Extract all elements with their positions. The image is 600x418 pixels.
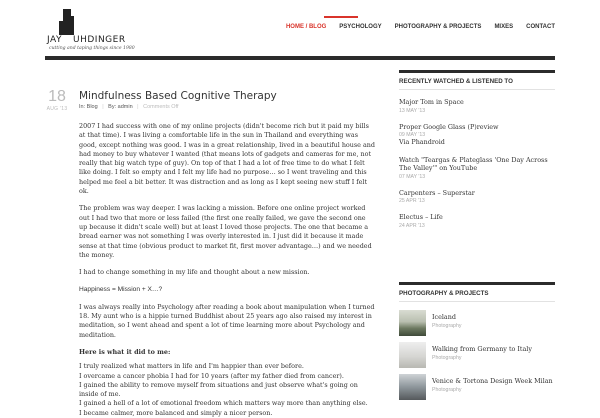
- sidebar-recent: [399, 70, 555, 238]
- comments-status: Comments Off: [143, 104, 179, 110]
- track-link[interactable]: Electus – Life: [399, 213, 443, 221]
- list-item: [399, 98, 555, 114]
- track-link[interactable]: Major Tom in Space: [399, 98, 464, 106]
- list-item: [399, 213, 555, 229]
- track-link[interactable]: Proper Google Glass (P)review: [399, 122, 499, 131]
- nav-item-psychology[interactable]: PSYCHOLOGY: [339, 24, 382, 30]
- post-line: I gained the ability to remove myself from situations and just observe what's going on inside of me.: [79, 380, 358, 399]
- nav-item-mixes[interactable]: MIXES: [494, 24, 514, 30]
- photo-link[interactable]: Walking from Germany to Italy: [432, 345, 532, 353]
- photo-heading: PHOTOGRAPHY & PROJECTS: [399, 290, 489, 297]
- track-date: 07 MAY '13: [399, 173, 426, 180]
- photo-category: Photography: [432, 323, 462, 329]
- nav-item-home-blog[interactable]: HOME / BLOG: [285, 24, 327, 30]
- track-link[interactable]: Carpenters – Superstar: [399, 188, 475, 197]
- photo-thumbnail[interactable]: [399, 342, 426, 368]
- post-paragraph: 2007 I had success with one of my online projects (didn't become rich but it paid my bills at that time). I was living a comfortable life in the sun in Thailand and everything was good, except nothing was good. I was in a great relationship, lived in a beautiful house and had money to buy whatever I wanted (that means lots of gadgets and cameras for me, not really that big watch type of guy). On top of that I had a lot of free time to do what I felt like doing. I felt so empty and I felt my life had no purpose… so I went traveling and this helped me feel a bit better. It was distraction and as long as I kept seeing new stuff I felt ok.: [79, 122, 376, 196]
- list-item: [399, 156, 555, 180]
- list-item: [399, 123, 555, 147]
- logo-mark-icon: [63, 9, 71, 35]
- post-meta: [79, 104, 179, 110]
- post-body: [79, 122, 375, 418]
- list-item[interactable]: [399, 374, 555, 400]
- photo-link[interactable]: Iceland: [432, 313, 456, 321]
- photo-thumbnail[interactable]: [399, 374, 426, 400]
- post-formula: Happiness = Mission + X…?: [79, 286, 163, 294]
- track-date: 13 MAY '13: [399, 107, 426, 114]
- photo-link[interactable]: Venice & Tortona Design Week Milan: [432, 377, 553, 385]
- photo-thumbnail[interactable]: [399, 310, 426, 336]
- track-source: Via Phandroid: [399, 138, 445, 146]
- nav-item-photography-projects[interactable]: PHOTOGRAPHY & PROJECTS: [394, 24, 482, 30]
- track-date: 24 APR '13: [399, 222, 425, 229]
- sidebar-sub-divider: [399, 301, 555, 302]
- author-prefix: By:: [108, 104, 117, 110]
- nav-item-contact[interactable]: CONTACT: [526, 24, 555, 30]
- photo-category: Photography: [432, 355, 462, 361]
- track-link[interactable]: Watch "Teargas & Plateglass 'One Day Across The Valley'" on YouTube: [399, 155, 548, 172]
- photo-category: Photography: [432, 387, 462, 393]
- recent-heading: RECENTLY WATCHED & LISTENED TO: [399, 78, 513, 85]
- sidebar-divider: [399, 70, 555, 73]
- meta-separator: |: [102, 104, 104, 110]
- sidebar-divider: [399, 282, 555, 285]
- logo-tagline: cutting and taping things since 1980: [49, 46, 135, 51]
- category-prefix: In:: [79, 104, 86, 110]
- main-nav: [286, 24, 555, 30]
- category-link[interactable]: Blog: [86, 104, 98, 110]
- list-item[interactable]: [399, 310, 555, 336]
- track-date: 09 MAY '13: [399, 132, 426, 138]
- track-date: 25 APR '13: [399, 198, 425, 204]
- post-paragraph: I had to change something in my life and thought about a new mission.: [79, 268, 310, 277]
- sidebar-sub-divider: [399, 89, 555, 90]
- author-link[interactable]: admin: [117, 104, 133, 110]
- post-paragraph: The problem was way deeper. I was lacking a mission. Before one online project worked out I had two that more or less failed (the first one really failed, we gave the second one up because it didn't scale well) but at least I loved those projects. The one that became a bread earner was not something I was overly interested in. I just did it because it made sense at that time (obvious product to market fit, first mover advantage…) and we needed the money.: [79, 204, 372, 259]
- meta-separator: |: [137, 104, 139, 110]
- post-date: [44, 90, 70, 112]
- site-logo[interactable]: [47, 9, 157, 51]
- post-subheading: Here is what it did to me:: [79, 347, 171, 356]
- sidebar-photography: [399, 282, 555, 406]
- list-item: [399, 189, 555, 205]
- post-line: I truly realized what matters in life and I'm happier than ever before.: [79, 362, 304, 371]
- post-line: I became calmer, more balanced and simply a nicer person.: [79, 408, 273, 417]
- post-paragraph: I was always really into Psychology after reading a book about manipulation when I turned 18. My aunt who is a hippie turned Buddhist about 25 years ago also raised my interest in meditation, so I went ahead and spent a lot of time learning more about Psychology and meditation.: [79, 302, 375, 339]
- list-item[interactable]: [399, 342, 555, 368]
- post-title[interactable]: Mindfulness Based Cognitive Therapy: [79, 90, 277, 102]
- post-date-month: AUG '13: [46, 106, 68, 112]
- post-line: I gained a hell of a lot of emotional freedom which matters way more than anything else.: [79, 399, 368, 408]
- header-divider: [45, 56, 555, 60]
- post-line: I overcame a cancer phobia I had for 10 years (after my father died from cancer).: [79, 371, 344, 380]
- post-date-day: 18: [48, 88, 66, 105]
- nav-active-indicator: [324, 16, 358, 18]
- logo-name: JAY UHDINGER: [47, 35, 126, 45]
